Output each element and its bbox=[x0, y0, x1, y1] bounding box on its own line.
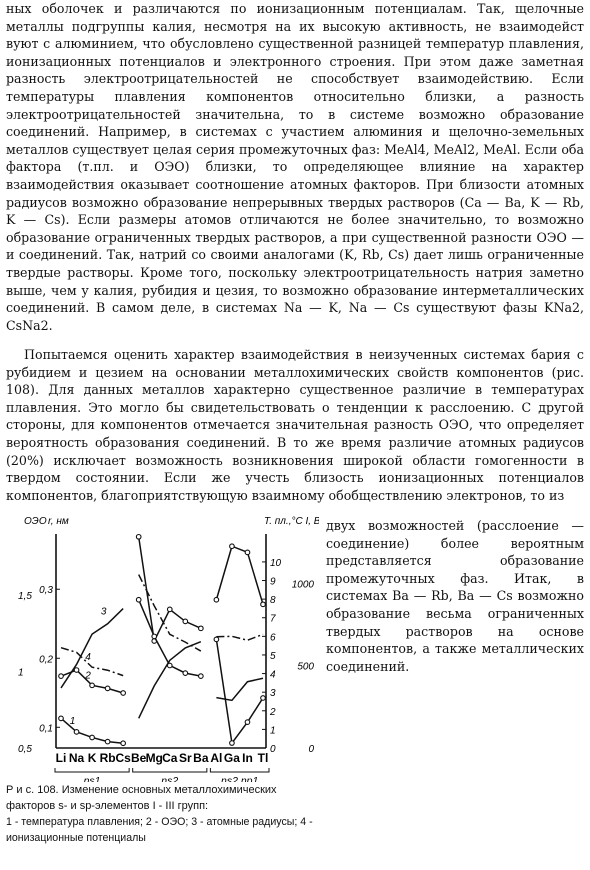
tick-left-inner: 0,3 bbox=[39, 585, 53, 597]
category-label: Mg bbox=[145, 751, 163, 765]
series-2-point bbox=[74, 668, 79, 673]
series-2-point bbox=[90, 683, 95, 688]
series-1-point bbox=[74, 730, 79, 735]
tick-right-inner: 4 bbox=[270, 669, 276, 681]
tick-right-inner: 2 bbox=[270, 706, 276, 718]
tick-right-inner: 10 bbox=[270, 557, 282, 569]
series-2-point bbox=[152, 634, 157, 639]
category-label: Ca bbox=[162, 751, 178, 765]
tick-left-inner: 0,2 bbox=[39, 654, 53, 666]
group-bracket bbox=[133, 768, 207, 772]
series-2-point bbox=[136, 597, 141, 602]
series-2-point bbox=[59, 674, 64, 679]
category-label: K bbox=[87, 751, 97, 765]
series-3-line bbox=[139, 642, 201, 719]
chart-svg bbox=[14, 512, 319, 782]
tick-right-inner: 0 bbox=[270, 744, 276, 755]
axis-title-right: Т. пл.,°С I, В bbox=[264, 516, 319, 527]
series-label: 4 bbox=[85, 652, 91, 664]
series-1-point bbox=[199, 626, 204, 631]
series-1-point bbox=[245, 720, 250, 725]
figure-caption bbox=[6, 783, 324, 814]
series-1-point bbox=[230, 741, 235, 746]
series-4-line bbox=[61, 648, 123, 676]
category-label: Al bbox=[210, 751, 223, 765]
series-1-point bbox=[59, 716, 64, 721]
axis-title-left-outer: ОЭО bbox=[24, 516, 47, 527]
series-2-point bbox=[121, 691, 126, 696]
series-2-point bbox=[214, 597, 219, 602]
category-label: Rb bbox=[99, 751, 116, 765]
series-1-point bbox=[167, 607, 172, 612]
tick-right-outer: 500 bbox=[297, 661, 314, 673]
tick-right-inner: 1 bbox=[270, 725, 276, 737]
tick-right-inner: 3 bbox=[270, 688, 276, 700]
paragraph-2: Попытаемся оценить характер взаимодействия в неизученных системах бария с рубидием и цезием на основании металлохимических свойств компонентов (рис. 108). Для данных металлов характерно существенное различие в температурах плавления. Это могло бы свидетельствовать о тенденции к расслоению. С другой стороны, для компонентов отмечается значительная разность ОЭО, что определяет вероятность образования соединений. В то же время различие атомных радиусов (20%) исключает возможность возникновения широкой области гомогенности в твердом состоянии. Если же учесть близость ионизационных потенциалов компонентов, благоприятствующую взаимному обобществлению электронов, то из bbox=[6, 347, 584, 503]
series-2-line bbox=[216, 546, 263, 604]
category-label: Sr bbox=[178, 751, 192, 765]
series-2-point bbox=[230, 544, 235, 549]
tick-left-outer: 0,5 bbox=[18, 744, 32, 755]
category-label: Li bbox=[55, 751, 67, 765]
category-label: Tl bbox=[257, 751, 269, 765]
series-1-point bbox=[136, 534, 141, 539]
group-label: ns2 bbox=[161, 775, 179, 782]
tick-left-outer: 1,5 bbox=[18, 591, 32, 603]
group-label: ns2 np1 bbox=[221, 775, 259, 782]
tick-left-inner: 0,1 bbox=[39, 723, 53, 735]
series-label: 2 bbox=[85, 670, 91, 682]
group-bracket bbox=[55, 768, 129, 772]
series-2-point bbox=[183, 671, 188, 676]
series-1-point bbox=[90, 735, 95, 740]
tick-left-outer: 1 bbox=[18, 667, 24, 679]
series-1-point bbox=[261, 696, 266, 701]
axis-title-left-inner: r, нм bbox=[48, 516, 69, 527]
group-bracket bbox=[210, 768, 269, 772]
category-label: Ga bbox=[223, 751, 240, 765]
series-2-point bbox=[105, 686, 110, 691]
group-label: ns1 bbox=[83, 775, 101, 782]
tick-right-outer: 0 bbox=[308, 744, 314, 755]
figure-caption-text: Изменение основных металлохимических факторов s- и sp-элементов I - III групп: bbox=[6, 784, 277, 812]
category-label: Cs bbox=[115, 751, 131, 765]
figure-legend: 1 - температура плавления; 2 - ОЭО; 3 - атомные радиусы; 4 - ионизационные потенциалы bbox=[6, 816, 313, 844]
figure-caption-prefix: Р и с. 108. bbox=[6, 784, 59, 796]
tick-right-inner: 6 bbox=[270, 632, 276, 644]
tick-right-inner: 9 bbox=[270, 576, 276, 588]
series-label: 3 bbox=[100, 606, 107, 618]
series-1-point bbox=[214, 637, 219, 642]
category-label: Be bbox=[131, 751, 147, 765]
series-1-point bbox=[105, 739, 110, 744]
tick-right-outer: 1000 bbox=[291, 579, 314, 591]
tick-right-inner: 7 bbox=[270, 613, 276, 625]
series-1-line bbox=[139, 537, 201, 641]
category-label: Ba bbox=[193, 751, 209, 765]
series-4-line bbox=[216, 634, 263, 640]
tick-right-inner: 8 bbox=[270, 595, 276, 607]
series-4-line bbox=[139, 575, 201, 651]
category-label: Na bbox=[68, 751, 85, 765]
series-label: 1 bbox=[69, 715, 76, 727]
series-2-point bbox=[199, 674, 204, 679]
figure-108-chart bbox=[14, 512, 319, 782]
series-1-point bbox=[183, 619, 188, 624]
series-2-point bbox=[261, 602, 266, 607]
series-3-line bbox=[61, 606, 123, 688]
paragraph-3-right-of-figure: двух возможностей (расслоение — соединение) более вероятным представляется образование промежуточных фаз. Итак, в системах Ba — Rb, Ba — Cs возможно образование весьма ограниченных твердых растворов на основе компонентов, а также металлических соединений. bbox=[326, 518, 584, 674]
series-2-point bbox=[245, 550, 250, 555]
series-1-point bbox=[121, 741, 126, 746]
category-label: In bbox=[242, 751, 253, 765]
paragraph-1: ных оболочек и различаются по ионизационным потенциалам. Так, щелочные металлы подгруппы калия, несмотря на их высокую активность, не взаимодейст вуют с алюминием, что обусловлено существенной разницей температур плавления, ионизационных потенциалов и электронного строения. При этом даже заметная разность электроотрицательностей не способствует взаимодействию. Если температуры плавления компонентов относительно близки, а разность электроотрицательностей значительна, то в системе возможно образование соединений. Например, в системах с участием алюминия и щелочно-земельных металлов существует целая серия промежуточных фаз: MeAl4, MeAl2, MeAl. Если оба фактора (т.пл. и ОЭО) близки, то определяющее влияние на характер взаимодействия оказывает соотношение атомных факторов. При близости атомных радиусов возможно образование непрерывных твердых растворов (Ca — Ba, K — Rb, K — Cs). Если размеры атомов отличаются не более значительно, то возможно образование ограниченных твердых растворов, а при существенной разности ОЭО — и соединений. Так, натрий со своими аналогами (K, Rb, Cs) дает лишь ограниченные твердые растворы. Кроме того, поскольку электроотрицательность натрия заметно выше, чем у калия, рубидия и цезия, то возможно образование интерметаллических соединений. В самом деле, в системах Na — K, Na — Cs существуют фазы KNa2, CsNa2. bbox=[6, 1, 584, 333]
tick-right-inner: 5 bbox=[270, 650, 276, 662]
